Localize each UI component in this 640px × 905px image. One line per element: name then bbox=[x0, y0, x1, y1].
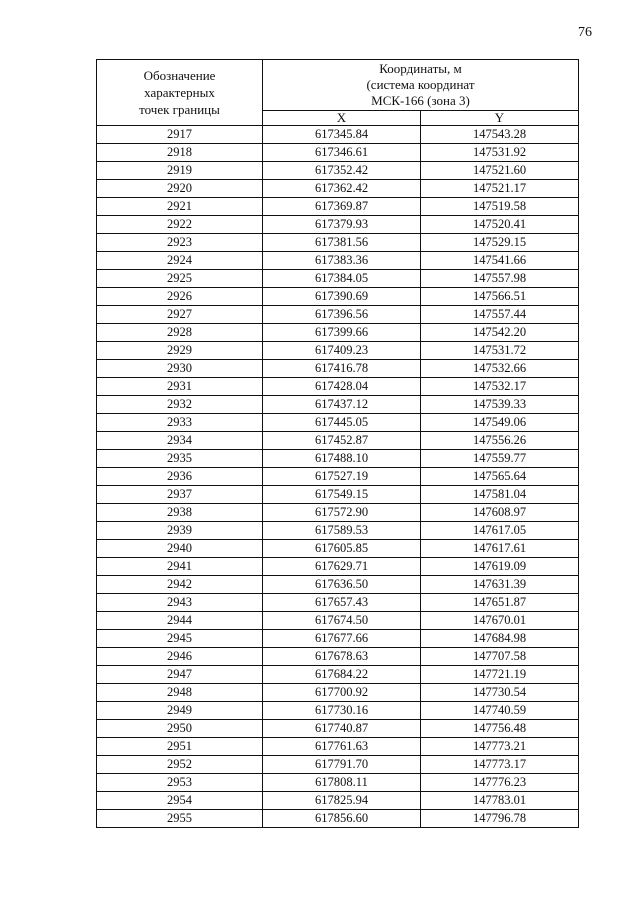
x-coordinate-cell: 617761.63 bbox=[263, 738, 421, 756]
table-row bbox=[97, 522, 579, 540]
y-coordinate-cell: 147608.97 bbox=[421, 504, 579, 522]
table-row bbox=[97, 144, 579, 162]
y-coordinate-cell: 147542.20 bbox=[421, 324, 579, 342]
x-coordinate-cell: 617740.87 bbox=[263, 720, 421, 738]
y-coordinate-cell: 147721.19 bbox=[421, 666, 579, 684]
table-row bbox=[97, 414, 579, 432]
point-id-cell: 2946 bbox=[97, 648, 263, 666]
y-coordinate-cell: 147565.64 bbox=[421, 468, 579, 486]
y-coordinate-cell: 147783.01 bbox=[421, 792, 579, 810]
point-id-cell: 2937 bbox=[97, 486, 263, 504]
point-id-cell: 2929 bbox=[97, 342, 263, 360]
x-coordinate-cell: 617572.90 bbox=[263, 504, 421, 522]
x-coordinate-cell: 617527.19 bbox=[263, 468, 421, 486]
y-coordinate-cell: 147756.48 bbox=[421, 720, 579, 738]
y-coordinate-cell: 147521.17 bbox=[421, 180, 579, 198]
point-id-cell: 2951 bbox=[97, 738, 263, 756]
y-coordinate-cell: 147531.72 bbox=[421, 342, 579, 360]
table-row bbox=[97, 324, 579, 342]
point-id-cell: 2947 bbox=[97, 666, 263, 684]
table-header bbox=[97, 60, 579, 126]
y-coordinate-cell: 147529.15 bbox=[421, 234, 579, 252]
y-coordinate-cell: 147773.21 bbox=[421, 738, 579, 756]
y-coordinate-cell: 147531.92 bbox=[421, 144, 579, 162]
point-id-cell: 2955 bbox=[97, 810, 263, 828]
table-row bbox=[97, 486, 579, 504]
table-row bbox=[97, 162, 579, 180]
point-column-header bbox=[97, 60, 263, 126]
x-coordinate-cell: 617379.93 bbox=[263, 216, 421, 234]
point-id-cell: 2921 bbox=[97, 198, 263, 216]
x-coordinate-cell: 617825.94 bbox=[263, 792, 421, 810]
x-coordinate-cell: 617488.10 bbox=[263, 450, 421, 468]
y-coordinate-cell: 147730.54 bbox=[421, 684, 579, 702]
y-coordinate-cell: 147651.87 bbox=[421, 594, 579, 612]
point-id-cell: 2922 bbox=[97, 216, 263, 234]
x-coordinate-cell: 617678.63 bbox=[263, 648, 421, 666]
point-id-cell: 2917 bbox=[97, 126, 263, 144]
y-coordinate-cell: 147740.59 bbox=[421, 702, 579, 720]
x-coordinate-cell: 617352.42 bbox=[263, 162, 421, 180]
x-coordinate-cell: 617657.43 bbox=[263, 594, 421, 612]
point-id-cell: 2941 bbox=[97, 558, 263, 576]
x-coordinate-cell: 617677.66 bbox=[263, 630, 421, 648]
x-coordinate-cell: 617730.16 bbox=[263, 702, 421, 720]
point-id-cell: 2934 bbox=[97, 432, 263, 450]
table-row bbox=[97, 306, 579, 324]
point-id-cell: 2939 bbox=[97, 522, 263, 540]
point-header-line-1: Обозначение bbox=[143, 68, 216, 83]
y-coordinate-cell: 147617.61 bbox=[421, 540, 579, 558]
x-coordinate-cell: 617390.69 bbox=[263, 288, 421, 306]
table-row bbox=[97, 630, 579, 648]
point-id-cell: 2927 bbox=[97, 306, 263, 324]
y-coordinate-cell: 147521.60 bbox=[421, 162, 579, 180]
point-id-cell: 2935 bbox=[97, 450, 263, 468]
y-coordinate-cell: 147549.06 bbox=[421, 414, 579, 432]
point-id-cell: 2953 bbox=[97, 774, 263, 792]
y-coordinate-cell: 147559.77 bbox=[421, 450, 579, 468]
table-row bbox=[97, 450, 579, 468]
table-row bbox=[97, 612, 579, 630]
point-header-line-3: точек границы bbox=[139, 102, 220, 117]
table-row bbox=[97, 216, 579, 234]
coords-header-line-1: Координаты, м bbox=[379, 61, 462, 76]
point-id-cell: 2940 bbox=[97, 540, 263, 558]
table-row bbox=[97, 432, 579, 450]
table-row bbox=[97, 396, 579, 414]
y-coordinate-cell: 147566.51 bbox=[421, 288, 579, 306]
x-coordinate-cell: 617629.71 bbox=[263, 558, 421, 576]
x-coordinate-cell: 617605.85 bbox=[263, 540, 421, 558]
y-coordinate-cell: 147773.17 bbox=[421, 756, 579, 774]
x-coordinate-cell: 617345.84 bbox=[263, 126, 421, 144]
x-coordinate-cell: 617362.42 bbox=[263, 180, 421, 198]
point-id-cell: 2928 bbox=[97, 324, 263, 342]
y-coordinate-cell: 147707.58 bbox=[421, 648, 579, 666]
y-coordinate-cell: 147684.98 bbox=[421, 630, 579, 648]
table-row bbox=[97, 360, 579, 378]
table-row bbox=[97, 720, 579, 738]
table-row bbox=[97, 774, 579, 792]
coordinates-column-header bbox=[263, 60, 579, 111]
y-coordinate-cell: 147557.44 bbox=[421, 306, 579, 324]
y-coordinate-cell: 147581.04 bbox=[421, 486, 579, 504]
x-coordinate-cell: 617396.56 bbox=[263, 306, 421, 324]
x-coordinate-cell: 617856.60 bbox=[263, 810, 421, 828]
x-coordinate-cell: 617791.70 bbox=[263, 756, 421, 774]
x-coordinate-cell: 617383.36 bbox=[263, 252, 421, 270]
point-id-cell: 2923 bbox=[97, 234, 263, 252]
x-coordinate-cell: 617399.66 bbox=[263, 324, 421, 342]
table-body bbox=[97, 126, 579, 828]
point-id-cell: 2942 bbox=[97, 576, 263, 594]
point-id-cell: 2926 bbox=[97, 288, 263, 306]
table-row bbox=[97, 792, 579, 810]
table-row bbox=[97, 234, 579, 252]
table-row bbox=[97, 702, 579, 720]
x-coordinate-cell: 617808.11 bbox=[263, 774, 421, 792]
point-id-cell: 2930 bbox=[97, 360, 263, 378]
point-id-cell: 2950 bbox=[97, 720, 263, 738]
coords-header-line-2: (система координат bbox=[366, 77, 475, 92]
page-number: 76 bbox=[578, 25, 592, 40]
x-coordinate-cell: 617549.15 bbox=[263, 486, 421, 504]
point-id-cell: 2943 bbox=[97, 594, 263, 612]
y-coordinate-cell: 147617.05 bbox=[421, 522, 579, 540]
table-row bbox=[97, 378, 579, 396]
table-row bbox=[97, 576, 579, 594]
x-coordinate-cell: 617445.05 bbox=[263, 414, 421, 432]
table-row bbox=[97, 540, 579, 558]
point-header-line-2: характерных bbox=[144, 85, 215, 100]
x-coordinate-cell: 617636.50 bbox=[263, 576, 421, 594]
y-coordinate-cell: 147532.66 bbox=[421, 360, 579, 378]
table-row bbox=[97, 270, 579, 288]
y-coordinate-cell: 147670.01 bbox=[421, 612, 579, 630]
x-coordinate-cell: 617409.23 bbox=[263, 342, 421, 360]
table-row bbox=[97, 594, 579, 612]
point-id-cell: 2924 bbox=[97, 252, 263, 270]
y-coordinate-cell: 147556.26 bbox=[421, 432, 579, 450]
point-id-cell: 2931 bbox=[97, 378, 263, 396]
table-row bbox=[97, 468, 579, 486]
point-id-cell: 2944 bbox=[97, 612, 263, 630]
table-row bbox=[97, 684, 579, 702]
point-id-cell: 2933 bbox=[97, 414, 263, 432]
y-coordinate-cell: 147557.98 bbox=[421, 270, 579, 288]
coordinates-table bbox=[96, 59, 579, 828]
y-coordinate-cell: 147619.09 bbox=[421, 558, 579, 576]
x-coordinate-cell: 617589.53 bbox=[263, 522, 421, 540]
y-coordinate-cell: 147776.23 bbox=[421, 774, 579, 792]
y-coordinate-cell: 147541.66 bbox=[421, 252, 579, 270]
point-id-cell: 2945 bbox=[97, 630, 263, 648]
x-coordinate-cell: 617384.05 bbox=[263, 270, 421, 288]
scan-artifact bbox=[190, 888, 250, 892]
point-id-cell: 2932 bbox=[97, 396, 263, 414]
point-id-cell: 2954 bbox=[97, 792, 263, 810]
table-row bbox=[97, 252, 579, 270]
table-row bbox=[97, 126, 579, 144]
table-row bbox=[97, 738, 579, 756]
x-coordinate-cell: 617346.61 bbox=[263, 144, 421, 162]
table-row bbox=[97, 558, 579, 576]
point-id-cell: 2925 bbox=[97, 270, 263, 288]
table-row bbox=[97, 666, 579, 684]
point-id-cell: 2938 bbox=[97, 504, 263, 522]
table-row bbox=[97, 342, 579, 360]
x-coordinate-cell: 617437.12 bbox=[263, 396, 421, 414]
x-coordinate-cell: 617381.56 bbox=[263, 234, 421, 252]
y-coordinate-cell: 147543.28 bbox=[421, 126, 579, 144]
table-row bbox=[97, 198, 579, 216]
point-id-cell: 2919 bbox=[97, 162, 263, 180]
x-coordinate-cell: 617369.87 bbox=[263, 198, 421, 216]
header-row-top bbox=[97, 60, 579, 111]
y-coordinate-cell: 147539.33 bbox=[421, 396, 579, 414]
x-coordinate-cell: 617452.87 bbox=[263, 432, 421, 450]
table-row bbox=[97, 810, 579, 828]
point-id-cell: 2918 bbox=[97, 144, 263, 162]
point-id-cell: 2952 bbox=[97, 756, 263, 774]
table-row bbox=[97, 756, 579, 774]
table-row bbox=[97, 288, 579, 306]
point-id-cell: 2920 bbox=[97, 180, 263, 198]
x-coordinate-cell: 617428.04 bbox=[263, 378, 421, 396]
x-coordinate-cell: 617674.50 bbox=[263, 612, 421, 630]
x-coordinate-cell: 617684.22 bbox=[263, 666, 421, 684]
table-row bbox=[97, 648, 579, 666]
x-coordinate-cell: 617700.92 bbox=[263, 684, 421, 702]
y-coordinate-cell: 147532.17 bbox=[421, 378, 579, 396]
y-coordinate-cell: 147520.41 bbox=[421, 216, 579, 234]
point-id-cell: 2948 bbox=[97, 684, 263, 702]
y-coordinate-cell: 147631.39 bbox=[421, 576, 579, 594]
y-coordinate-cell: 147519.58 bbox=[421, 198, 579, 216]
table-row bbox=[97, 180, 579, 198]
coords-header-line-3: МСК-166 (зона 3) bbox=[371, 93, 470, 108]
y-coordinate-cell: 147796.78 bbox=[421, 810, 579, 828]
table-row bbox=[97, 504, 579, 522]
x-coordinate-cell: 617416.78 bbox=[263, 360, 421, 378]
x-column-header: X bbox=[263, 111, 421, 126]
point-id-cell: 2949 bbox=[97, 702, 263, 720]
point-id-cell: 2936 bbox=[97, 468, 263, 486]
y-column-header: Y bbox=[421, 111, 579, 126]
